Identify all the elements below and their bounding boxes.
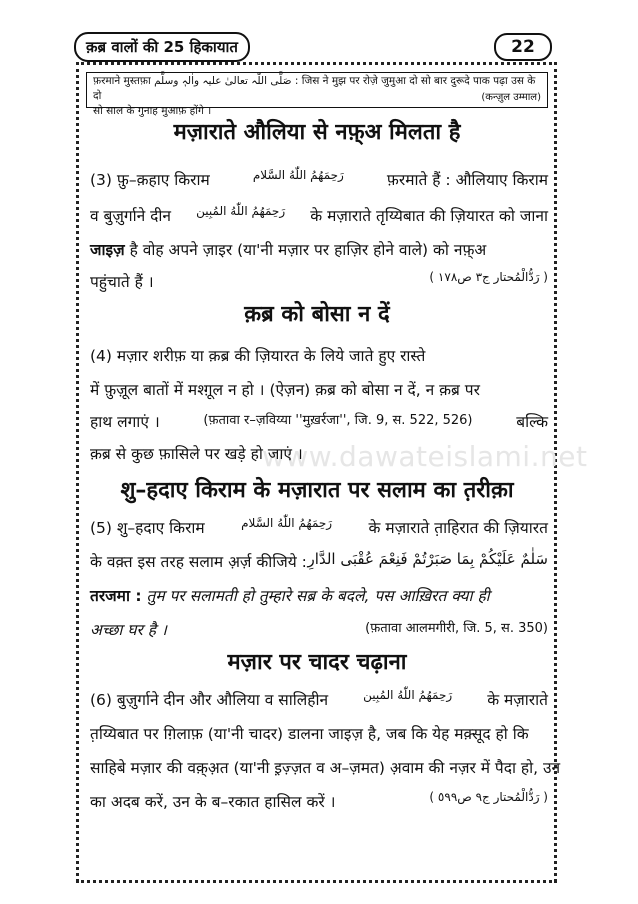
section-3-line-4 xyxy=(90,618,548,640)
hadith-line-1: फ़रमाने मुस्तफ़ा صَلَّی اللّٰہ تعالیٰ علیہ واٰلہٖ وسلَّم : जिस ने मुझ पर रोज़े जुमुआ दो सो बार दुरूदे पाक पढ़ा उस के दो xyxy=(93,75,536,102)
section-3-line-2 xyxy=(90,550,548,572)
section-2-line-1: (4) मज़ार शरीफ़ या क़ब्र की ज़ियारत के लिये जाते हुए रास्ते xyxy=(90,347,426,365)
text-segment: (6) बुज़ुर्गाने दीन और औलिया व सालिहीन xyxy=(90,691,329,709)
section-2-line-2: में फ़ुज़ूल बातों में मश्ग़ूल न हो । (ऐज़न) क़ब्र को बोसा न दें, न क़ब्र पर xyxy=(90,381,480,399)
section-4-line-4 xyxy=(90,790,548,812)
text-segment: के वक़्त इस तरह सलाम अ़र्ज़ कीजिये : xyxy=(90,553,307,571)
bold-term: जाइज़ xyxy=(90,241,125,259)
section-4-line-3: साहिबे मज़ार की वक़्अ़त (या'नी इ़ज़्ज़त व अ–ज़मत) अ़वाम की नज़र में पैदा हो, उन xyxy=(90,759,561,777)
reference: ( رَدُّالْمُحتار ج٣ ص١٧٨ ) xyxy=(429,270,548,284)
reference: ( رَدُّالْمُحتار ج٩ ص٥٩٩ ) xyxy=(429,790,548,804)
hadith-line-2: सो साल के गुनाह मुआफ़ होंगे । xyxy=(93,105,212,117)
section-heading-3: शु–हदाए किराम के मज़ारात पर सलाम का त़रीक़ा xyxy=(120,478,514,503)
section-1-line-4 xyxy=(90,270,548,292)
text-segment: है वोह अपने ज़ाइर (या'नी मज़ार पर हाज़िर होने वाले) को नफ़्अ xyxy=(129,241,487,259)
text-segment: हाथ लगाएं । xyxy=(90,413,160,431)
hadith-source: (कन्ज़ुल उम्माल) xyxy=(481,92,541,103)
section-2-line-4: क़ब्र से कुछ फ़ासिले पर खड़े हो जाएं । xyxy=(90,445,303,463)
page-border-left xyxy=(76,62,79,882)
section-1-line-3 xyxy=(90,238,548,260)
section-1-line-2 xyxy=(90,204,548,226)
text-segment: (3) फ़ु–क़हाए किराम xyxy=(90,171,210,189)
section-1-line-1 xyxy=(90,168,548,190)
text-segment: (5) शु–हदाए किराम xyxy=(90,519,205,537)
arabic-honorific: رَحِمَهُمُ اللّٰهُ المُبِین xyxy=(196,204,286,218)
page-border-bottom xyxy=(76,880,557,883)
section-2-line-3 xyxy=(90,410,548,432)
section-4-line-2: त़य्यिबात पर ग़िलाफ़ (या'नी चादर) डालना जाइज़ है, जब कि येह मक़्सूद हो कि xyxy=(90,725,529,743)
arabic-honorific: رَحِمَهُمُ اللّٰهُ السَّلام xyxy=(252,168,344,182)
translation-label: तरजमा : xyxy=(90,587,142,605)
page-number: 22 xyxy=(494,33,552,61)
page-border-top xyxy=(76,62,557,65)
text-segment: के मज़ाराते त़ाहिरात की ज़ियारत xyxy=(368,519,548,537)
text-segment: फ़रमाते हैं : औलियाए किराम xyxy=(386,171,548,189)
text-segment: व बुज़ुर्गाने दीन xyxy=(90,207,172,225)
hadith-box xyxy=(86,72,548,117)
text-segment: के मज़ाराते तृय्यिबात की ज़ियारत को जाना xyxy=(310,207,548,225)
text-segment: के मज़ाराते xyxy=(487,691,548,709)
translation-text: अच्छा घर है । xyxy=(90,621,167,639)
reference: (फ़तावा आलमगीरी, जि. 5, स. 350) xyxy=(365,621,548,636)
translation-text: तुम पर सलामती हो तुम्हारे सब्र के बदले, पस आख़िरत क्या ही xyxy=(146,587,490,605)
watermark: www.dawateislami.net xyxy=(262,440,588,473)
text-segment: बल्कि xyxy=(516,413,548,431)
book-title: क़ब्र वालों की 25 हिकायात xyxy=(74,32,250,62)
text-segment: का अदब करें, उन के ब–रकात हासिल करें । xyxy=(90,793,336,811)
reference: (फ़तावा र–ज़विय्या ''मुख़र्रजा'', जि. 9, स. 522, 526) xyxy=(203,413,473,428)
arabic-verse: سَلٰمٌ عَلَيْكُمْ بِمَا صَبَرْتُمْ فَنِعْمَ عُقْبَى الدَّارِ xyxy=(307,550,548,568)
arabic-honorific: رَحِمَهُمُ اللّٰهُ المُبِین xyxy=(363,688,453,702)
arabic-honorific: رَحِمَهُمُ اللّٰهُ السَّلام xyxy=(241,516,333,530)
section-3-line-1 xyxy=(90,516,548,538)
section-heading-2: क़ब्र को बोसा न दें xyxy=(244,302,390,327)
section-3-line-3 xyxy=(90,584,548,606)
text-segment: पहुंचाते हैं । xyxy=(90,273,154,291)
section-heading-1: मज़ाराते औलिया से नफ़्अ मिलता है xyxy=(173,120,461,145)
section-heading-4: मज़ार पर चादर चढ़ाना xyxy=(227,650,407,675)
section-4-line-1 xyxy=(90,688,548,710)
